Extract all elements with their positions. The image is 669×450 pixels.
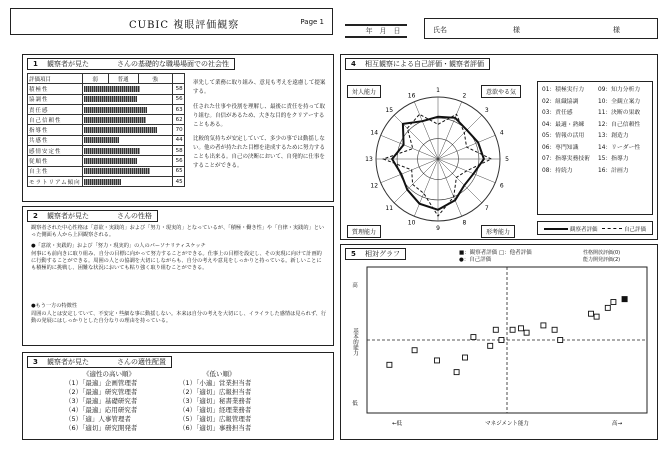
radar-axis-label: 2	[462, 92, 467, 100]
radar-axis-label: 10	[407, 219, 416, 227]
aptitude-item: （1）「最適」企画管理者	[65, 379, 138, 387]
label-motivation: 意欲やる気	[481, 85, 521, 98]
radar-legend-item: 02：組織協調	[542, 98, 579, 105]
comment-3: 比較的気持ちが安定していて、多少の事では動揺しない。他の者が持たれた目標を達成するために努力することも出来る。自己の決断において、自発的に仕事をすることができる。	[193, 136, 326, 169]
section-2-title: 2 観察者が見た さんの性格	[27, 210, 158, 222]
score-bar	[84, 127, 157, 133]
radar-legend-item: 11：決断の果敢	[598, 110, 641, 116]
radar-legend-item: 05：情報の活用	[542, 133, 585, 139]
section-3-title: 3 観察者が見た さんの適性配置	[27, 356, 172, 368]
score-value: 56	[172, 156, 184, 166]
scatter-legend	[459, 250, 532, 264]
radar-axis-label: 1	[436, 87, 440, 94]
score-label: 協調性	[28, 94, 83, 104]
radar-legend-item: 13：創造力	[598, 133, 629, 139]
scatter-point-other	[519, 326, 524, 331]
self-line-label: 自己評価	[624, 227, 647, 233]
radar-legend-item: 03：責任感	[542, 110, 573, 116]
scatter-point-other	[589, 311, 594, 316]
legend-self: ●：自己評価	[459, 257, 492, 263]
page-number: Page 1	[300, 18, 324, 26]
score-bar-cell	[82, 125, 172, 135]
radar-axis-label: 6	[499, 182, 504, 190]
radar-legend-item: 08：持続力	[542, 167, 573, 174]
score-bar	[84, 117, 146, 123]
score-bar	[84, 179, 121, 185]
col-header-item: 評価項目	[28, 74, 83, 84]
radar-spoke	[438, 159, 482, 203]
label-interpersonal: 対人能力	[347, 85, 381, 98]
scatter-point-other	[488, 343, 493, 348]
radar-axis-label: 12	[370, 182, 379, 190]
score-bar	[84, 137, 119, 143]
section-4	[340, 54, 658, 240]
score-label: 責任感	[28, 104, 83, 114]
score-label: 積極性	[28, 84, 83, 94]
radar-legend-item: 01：積極実行力	[542, 87, 585, 93]
aptitude-item: （5）「適切」広報管理者	[179, 415, 252, 423]
radar-axis-label: 5	[505, 156, 509, 163]
score-label: 自己信頼性	[28, 115, 83, 125]
y-axis-low-label: 低	[352, 401, 358, 407]
legend-observer: ■：観察者評価	[459, 250, 498, 256]
radar-legend-item: 06：専門知識	[542, 144, 579, 151]
info-name-1: 様	[485, 26, 520, 34]
score-bar-cell	[82, 104, 172, 114]
score-row	[28, 135, 185, 145]
score-row	[28, 104, 185, 114]
y-axis-high-label: 高	[352, 283, 358, 289]
scatter-point-other	[611, 300, 616, 305]
scatter-point-other	[412, 348, 417, 353]
title-box	[10, 8, 333, 35]
comment-1: 率先して業務に取り組み、意見も考えを遠慮して提案する。	[193, 80, 326, 95]
radar-legend-item: 07：指導実務技術	[542, 156, 590, 162]
radar-legend-item: 09：知力分析力	[598, 87, 641, 93]
radar-axis-label: 15	[385, 107, 394, 115]
score-bar	[84, 107, 147, 113]
score-row	[28, 176, 185, 186]
radar-axis-label: 8	[462, 219, 467, 227]
aptitude-item: （4）「最適」応用研究者	[65, 406, 138, 414]
radar-line-legend	[537, 221, 653, 235]
radar-legend-item: 14：リーダー性	[598, 144, 641, 151]
aptitude-item: （3）「適切」秘書業務者	[179, 397, 252, 405]
score-bar-cell	[82, 135, 172, 145]
x-axis-title: マネジメント能力	[485, 421, 529, 427]
aptitude-item: （6）「適切」研究開発者	[65, 424, 138, 432]
label-management-ability: 質理能力	[347, 225, 381, 238]
section-1	[22, 54, 334, 202]
x-axis-high-label: 高→	[611, 421, 623, 427]
score-label: 感情安定性	[28, 146, 83, 156]
observer-line-swatch	[544, 228, 568, 230]
score-value: 62	[172, 115, 184, 125]
aptitude-low-list	[179, 379, 251, 433]
score-row	[28, 146, 185, 156]
self-line-swatch	[602, 228, 622, 229]
radar-legend-item: 16：計画力	[598, 167, 629, 174]
radar-legend-item: 10：全観立案力	[598, 98, 641, 105]
score-label: 従順性	[28, 156, 83, 166]
score-bar	[84, 158, 137, 164]
aptitude-high-title: 《適性の高い順》	[83, 370, 135, 378]
score-row	[28, 166, 185, 176]
y-axis-title: 基本的能力	[352, 328, 358, 356]
scatter-point-other	[552, 327, 557, 332]
score-bar-cell	[82, 176, 172, 186]
radar-axis-label: 4	[499, 129, 504, 137]
score-label: 共感性	[28, 135, 83, 145]
radar-axis-label: 11	[385, 204, 394, 212]
col-header-strong: 強	[138, 74, 172, 84]
section-5	[340, 244, 658, 440]
scatter-point-other	[594, 314, 599, 319]
radar-spoke	[394, 159, 438, 203]
label-thinking-ability: 形考能力	[481, 225, 515, 238]
score-value: 70	[172, 125, 184, 135]
scatter-point-other	[493, 327, 498, 332]
section-2	[22, 206, 334, 346]
scatter-point-observer	[622, 296, 628, 302]
radar-axis-label: 7	[484, 204, 489, 212]
observer-line-label: 観察者評価	[570, 227, 598, 233]
section-3	[22, 352, 334, 440]
radar-axis-label: 9	[436, 225, 440, 232]
scatter-point-other	[463, 355, 468, 360]
other-traits-heading: ●もう一方の特徴性	[31, 303, 78, 309]
score-bar	[84, 96, 137, 102]
score-value: 56	[172, 94, 184, 104]
radar-self-line	[383, 114, 491, 216]
personality-lead: 観察者された中心性格は「意欲・実践的」および「努力・現実的」となっているが、「積極・働き性」や「自律・実践的」といった側面も人から上回観察される。	[31, 225, 325, 239]
score-bar-cell	[82, 156, 172, 166]
score-label: モラトリアム傾向	[28, 176, 83, 186]
aptitude-item: （6）「適切」事務担当者	[179, 424, 252, 432]
section-5-title: 5 相対グラフ	[345, 248, 406, 260]
scatter-chart	[345, 263, 653, 437]
scatter-point-other	[524, 330, 529, 335]
x-axis-low-label: ←低	[391, 421, 403, 427]
col-header-normal: 普通	[108, 74, 138, 84]
personality-body: 何事にも前向きに取り組み、自分の目標に向かって努力することができる。仕事上の目標を設定し、その実現に向けて計画的に行動することができる。周囲の人との協調を大切にしながらも、自分の考えや意見をしっかりと持っている。新しいことにも積極的に挑戦し、困難な状況においても粘り強く取り組むことができる。	[31, 251, 322, 272]
section-1-title: 1 観察者が見た さんの基礎的な職場場面での社会性	[27, 58, 235, 70]
radar-axis-label: 16	[407, 92, 416, 100]
aptitude-high-list	[65, 379, 137, 433]
comment-2: 任された仕事や役割を理解し、最後に責任を持って取り組む。自信があるため、大きな目的をクリアーすることもある。	[193, 104, 326, 128]
scatter-point-other	[510, 327, 515, 332]
aptitude-item: （5）「適」人事管理者	[65, 415, 131, 423]
score-value: 45	[172, 176, 184, 186]
social-score-table	[27, 73, 185, 187]
score-value: 63	[172, 104, 184, 114]
scatter-point-other	[558, 338, 563, 343]
radar-legend-item: 15：指導力	[598, 156, 629, 162]
col-header-score	[172, 74, 184, 84]
score-label: 自主性	[28, 166, 83, 176]
info-label: 氏名	[433, 26, 447, 34]
legend-other: □：他者評価	[498, 250, 532, 256]
radar-legend	[537, 81, 653, 215]
legend-right-1: 性格開放評価(0)	[583, 250, 621, 256]
radar-axis-label: 14	[370, 129, 379, 137]
page-title: CUBIC 複眼評価観察	[129, 20, 240, 31]
aptitude-low-title: 《低い順》	[203, 370, 236, 378]
score-bar-cell	[82, 146, 172, 156]
score-bar	[84, 86, 140, 92]
radar-legend-item: 04：最適・熟練	[542, 121, 585, 128]
radar-legend-item: 12：自己信頼性	[598, 121, 641, 128]
score-row	[28, 115, 185, 125]
score-bar-cell	[82, 166, 172, 176]
score-value: 58	[172, 84, 184, 94]
aptitude-item: （3）「最適」基礎研究者	[65, 397, 138, 405]
score-row	[28, 156, 185, 166]
personality-heading: ●「意欲・実践的」および「努力・現実的」の人のパーソナリティスケッチ	[31, 243, 206, 249]
scatter-point-other	[499, 338, 504, 343]
score-bar	[84, 148, 140, 154]
aptitude-item: （1）「小適」営業担当者	[179, 379, 252, 387]
aptitude-item: （2）「最適」研究管理者	[65, 388, 138, 396]
radar-axis-label: 3	[484, 107, 489, 115]
score-label: 指導性	[28, 125, 83, 135]
scatter-point-other	[454, 370, 459, 375]
scatter-legend-right	[583, 250, 620, 264]
score-bar-cell	[82, 94, 172, 104]
score-bar	[84, 168, 150, 174]
scatter-point-other	[435, 358, 440, 363]
other-traits-body: 周囲の人とは安定していて、不安定・些細な事に動揺しない。本来は自分の考えを大切にし、イライラした感情は見られず、行動の発展にはしっかりとした自分なりの理由を持っている。	[31, 311, 327, 325]
scatter-point-other	[605, 305, 610, 310]
score-value: 44	[172, 135, 184, 145]
score-row	[28, 84, 185, 94]
score-row	[28, 125, 185, 135]
col-header-weak: 弱	[82, 74, 108, 84]
score-row	[28, 94, 185, 104]
score-value: 58	[172, 146, 184, 156]
scatter-point-other	[541, 323, 546, 328]
radar-axis-label: 13	[365, 156, 373, 163]
info-box	[424, 18, 658, 39]
scatter-point-other	[387, 362, 392, 367]
section-4-title: 4 相互観察による自己評価・観察者評価	[345, 58, 490, 70]
scatter-point-other	[471, 335, 476, 340]
score-value: 65	[172, 166, 184, 176]
score-bar-cell	[82, 84, 172, 94]
date-field: 年 月 日	[345, 24, 407, 38]
legend-right-2: 能力開発評価(2)	[583, 257, 621, 263]
score-bar-cell	[82, 115, 172, 125]
aptitude-item: （4）「適切」経理業務者	[179, 406, 252, 414]
info-name-2: 様	[585, 26, 620, 34]
aptitude-item: （2）「適切」広報担当者	[179, 388, 252, 396]
